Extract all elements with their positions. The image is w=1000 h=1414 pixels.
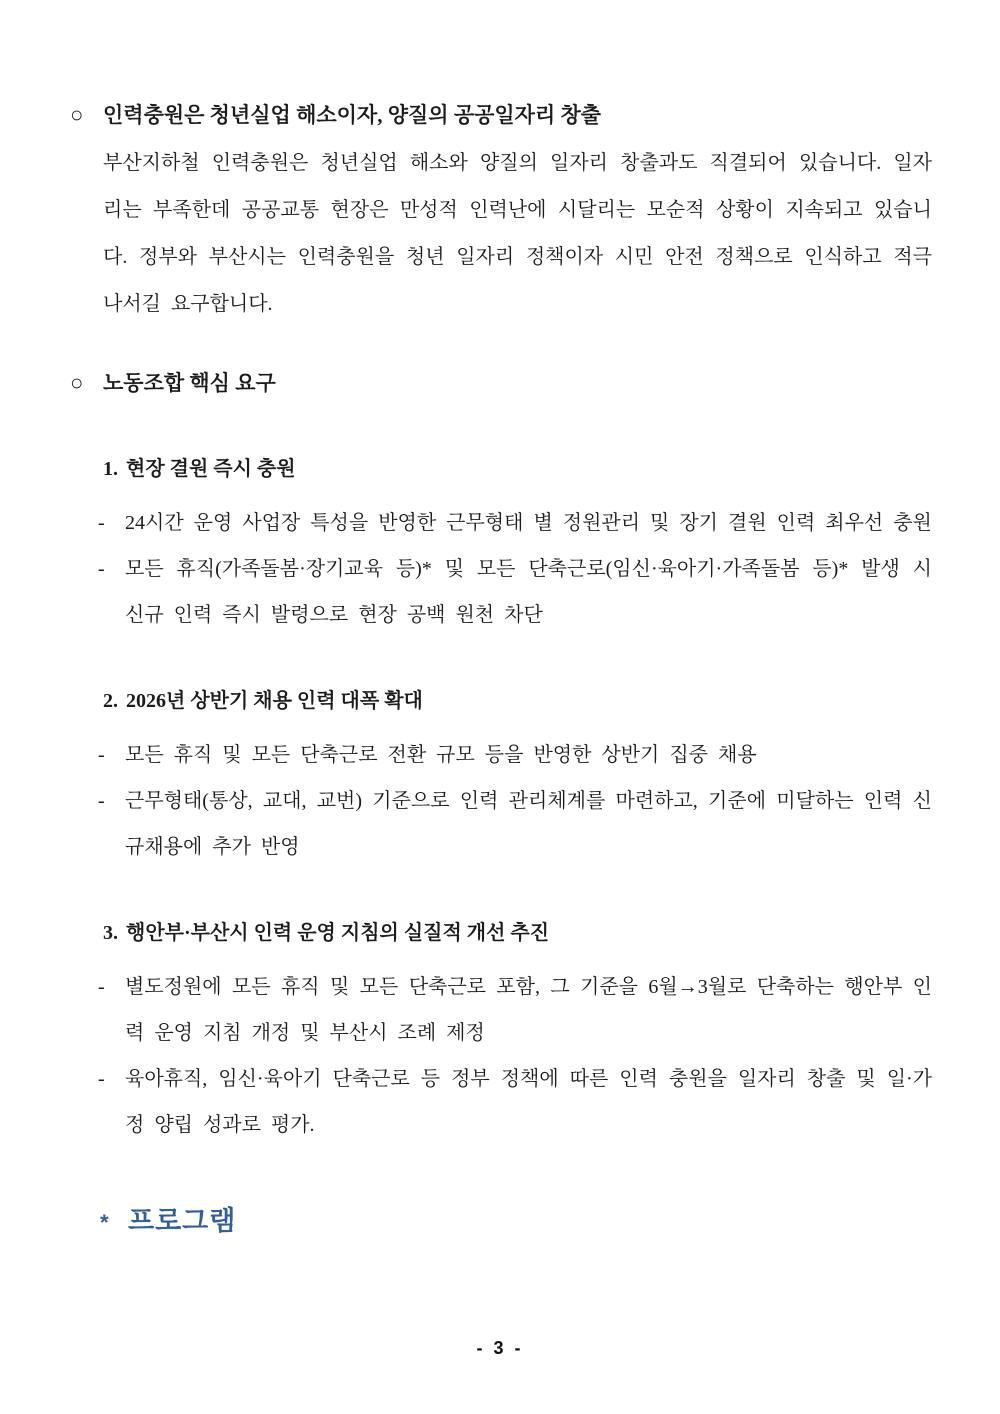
demand-item-2-bullet-1-text: 모든 휴직 및 모든 단축근로 전환 규모 등을 반영한 상반기 집중 채용 — [125, 744, 757, 766]
dash-bullet-icon: - — [98, 1068, 105, 1090]
circle-bullet-icon: ○ — [70, 102, 84, 127]
dash-bullet-icon: - — [98, 744, 105, 766]
demand-item-1-heading — [103, 454, 932, 484]
demand-item-1 — [70, 454, 932, 638]
demand-item-3-number: 3. — [103, 922, 118, 944]
star-bullet-icon: * — [100, 1210, 110, 1235]
section-demands-heading — [70, 368, 932, 398]
demand-item-2-bullet-1 — [98, 732, 932, 778]
dash-bullet-icon: - — [98, 976, 105, 998]
dash-bullet-icon: - — [98, 790, 105, 812]
demand-item-2-title: 2026년 상반기 채용 인력 대폭 확대 — [126, 690, 423, 712]
demand-item-3-bullet-2 — [98, 1056, 932, 1148]
demand-item-1-bullet-2 — [98, 546, 932, 638]
demand-item-3-bullet-1-text: 별도정원에 모든 휴직 및 모든 단축근로 포함, 그 기준을 6월→3월로 단축하는 행안부 인력 운영 지침 개정 및 부산시 조례 제정 — [125, 976, 932, 1044]
demand-item-3-title: 행안부·부산시 인력 운영 지침의 실질적 개선 추진 — [126, 922, 550, 944]
demand-item-3-bullet-1 — [98, 964, 932, 1056]
demand-item-2-bullet-2-text: 근무형태(통상, 교대, 교번) 기준으로 인력 관리체계를 마련하고, 기준에 미달하는 인력 신규채용에 추가 반영 — [125, 790, 932, 858]
demand-item-2-number: 2. — [103, 690, 118, 712]
program-section-heading — [100, 1204, 932, 1240]
dash-bullet-icon: - — [98, 558, 105, 580]
demand-item-1-title: 현장 결원 즉시 충원 — [126, 458, 296, 480]
demand-item-1-bullet-1-text: 24시간 운영 사업장 특성을 반영한 근무형태 별 정원관리 및 장기 결원 인력 최우선 충원 — [125, 512, 932, 534]
demand-item-3-heading — [103, 918, 932, 948]
circle-bullet-icon: ○ — [70, 370, 84, 395]
section-demands — [70, 368, 932, 1148]
section-demands-title: 노동조합 핵심 요구 — [103, 371, 276, 395]
section-intro-title: 인력충원은 청년실업 해소이자, 양질의 공공일자리 창출 — [103, 103, 602, 127]
demand-item-2-heading — [103, 686, 932, 716]
program-section-title: 프로그램 — [128, 1206, 237, 1236]
section-intro-heading — [70, 100, 932, 130]
demand-item-3-bullet-2-text: 육아휴직, 임신·육아기 단축근로 등 정부 정책에 따른 인력 충원을 일자리 창출 및 일·가정 양립 성과로 평가. — [125, 1068, 932, 1136]
demand-item-1-bullet-1 — [98, 500, 932, 546]
section-intro — [70, 100, 932, 328]
demand-item-2 — [70, 686, 932, 870]
section-intro-body: 부산지하철 인력충원은 청년실업 해소와 양질의 일자리 창출과도 직결되어 있습니다. 일자리는 부족한데 공공교통 현장은 만성적 인력난에 시달리는 모순적 상황이 지속되고 있습니다. 정부와 부산시는 인력충원을 청년 일자리 정책이자 시민 안전 정책으로 인식하고 적극 나서길 요구합니다. — [103, 152, 932, 315]
document-content — [70, 100, 932, 1240]
demand-item-2-bullet-2 — [98, 778, 932, 870]
demand-item-1-bullet-2-text: 모든 휴직(가족돌봄·장기교육 등)* 및 모든 단축근로(임신·육아기·가족돌봄 등)* 발생 시 신규 인력 즉시 발령으로 현장 공백 원천 차단 — [125, 558, 932, 626]
demand-item-1-number: 1. — [103, 458, 118, 480]
demand-item-3 — [70, 918, 932, 1148]
page-number: - 3 - — [476, 1338, 524, 1358]
dash-bullet-icon: - — [98, 512, 105, 534]
